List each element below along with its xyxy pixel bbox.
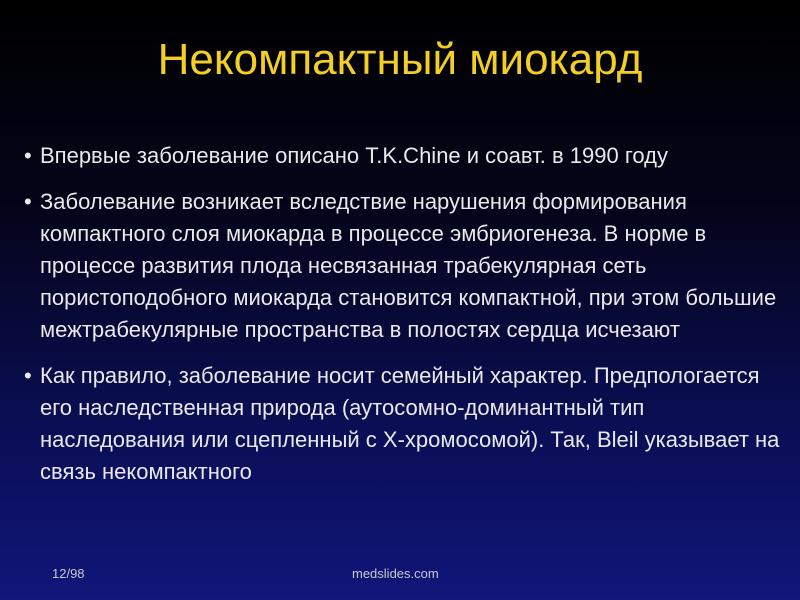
bullet-item xyxy=(24,186,784,346)
bullet-marker: • xyxy=(24,363,32,388)
slide-title: Некомпактный миокард xyxy=(157,35,643,84)
watermark: medslides.com xyxy=(352,566,439,581)
bullet-item xyxy=(24,360,784,488)
bullet-marker: • xyxy=(24,189,32,214)
bullet-text: Заболевание возникает вследствие нарушения формирования компактного слоя миокарда в процессе эмбриогенеза. В норме в процессе развития плода несвязанная трабекулярная сеть пористоподобного миокарда становится компактной, при этом большие межтрабекулярные пространства в полостях сердца исчезают xyxy=(40,189,777,342)
bullet-text: Как правило, заболевание носит семейный характер. Предпологается его наследственная природа (аутосомно-доминантный тип наследования или сцепленный с X-хромосомой). Так, Bleil указывает на связь некомпактного xyxy=(40,363,780,484)
bullet-item xyxy=(24,140,784,172)
bullet-text: Впервые заболевание описано T.K.Chine и соавт. в 1990 году xyxy=(40,143,668,168)
bullet-list xyxy=(24,140,784,502)
bullet-marker: • xyxy=(24,143,32,168)
slide-number: 12/98 xyxy=(52,566,85,581)
